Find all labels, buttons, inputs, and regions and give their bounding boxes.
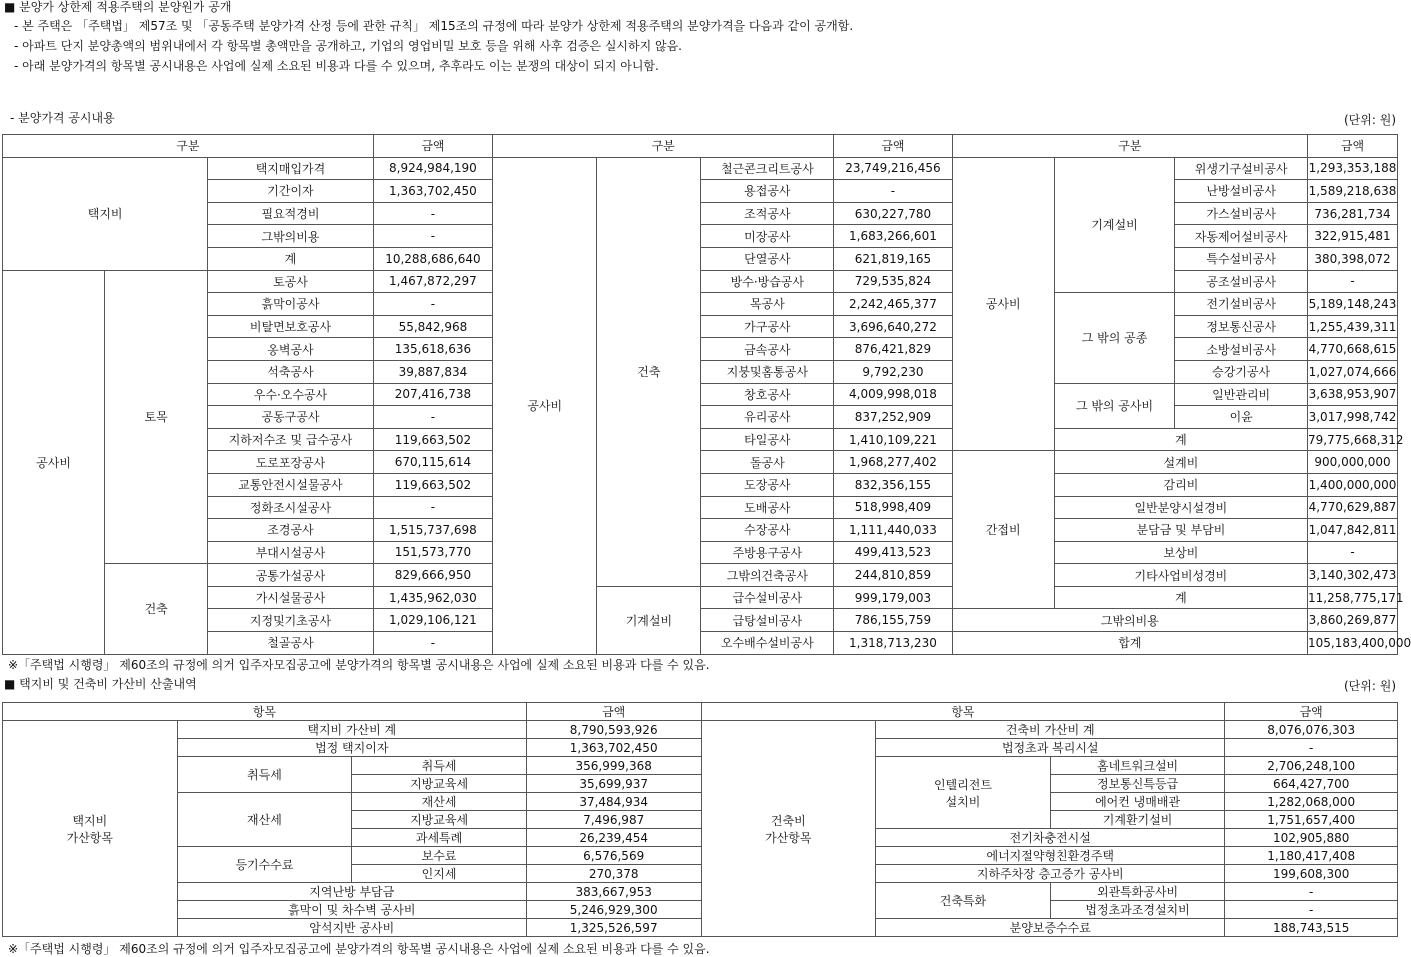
item-amount: 188,743,515 (1225, 919, 1398, 937)
item-amount: 23,749,216,456 (834, 157, 952, 180)
item-amount: - (373, 406, 492, 429)
item-amount: 518,998,409 (834, 496, 952, 519)
item-label: 목공사 (701, 293, 834, 316)
group-label-line: 가산항목 (66, 830, 113, 845)
item-amount: 900,000,000 (1308, 451, 1398, 474)
item-amount: - (373, 293, 492, 316)
item-label: 가시설물공사 (208, 586, 373, 609)
group-label: 간접비 (952, 451, 1054, 609)
page-title: ■ 분양가 상한제 적용주택의 분양원가 공개 (4, 0, 232, 14)
item-label: 감리비 (1054, 473, 1307, 496)
item-amount: 1,047,842,811 (1308, 519, 1398, 542)
group-label-line: 택지비 (72, 813, 108, 828)
item-label: 유리공사 (701, 406, 834, 429)
item-label: 교통안전시설물공사 (208, 473, 373, 496)
item-amount: 1,029,106,121 (373, 609, 492, 632)
item-amount: 3,638,953,907 (1308, 383, 1398, 406)
column-header: 금액 (1308, 135, 1398, 158)
item-amount: 1,111,440,033 (834, 519, 952, 542)
item-label: 법정 택지이자 (177, 739, 526, 757)
table-row (3, 901, 1398, 919)
item-amount: 829,666,950 (373, 564, 492, 587)
item-label: 소방설비공사 (1175, 338, 1308, 361)
item-label: 홈네트워크설비 (1050, 757, 1225, 775)
item-amount: 119,663,502 (373, 473, 492, 496)
item-amount: - (373, 202, 492, 225)
item-label: 승강기공사 (1175, 360, 1308, 383)
item-label: 보수료 (352, 847, 527, 865)
item-amount: 2,242,465,377 (834, 293, 952, 316)
item-amount: - (834, 180, 952, 203)
table-row (3, 383, 1398, 406)
item-amount: 876,421,829 (834, 338, 952, 361)
footnote-1: ※「주택법 시행령」 제60조의 규정에 의거 입주자모집공고에 분양가격의 항목별 공시내용은 사업에 실제 소요된 비용과 다를 수 있음. (8, 658, 710, 672)
item-amount: 270,378 (526, 865, 701, 883)
item-amount: 55,842,968 (373, 315, 492, 338)
item-amount: 4,770,629,887 (1308, 496, 1398, 519)
item-label: 정보통신특등급 (1050, 775, 1225, 793)
item-amount: 8,924,984,190 (373, 157, 492, 180)
column-header: 금액 (1225, 703, 1398, 721)
item-amount: 1,515,737,698 (373, 519, 492, 542)
item-label: 취득세 (352, 757, 527, 775)
table-row (3, 757, 1398, 775)
item-label: 기계환기설비 (1050, 811, 1225, 829)
item-label: 에너지절약형친환경주택 (876, 847, 1225, 865)
item-label: 오수배수설비공사 (701, 632, 834, 655)
item-label: 일반분양시설경비 (1054, 496, 1307, 519)
group-label: 공사비 (3, 270, 105, 654)
item-label: 흙막이공사 (208, 293, 373, 316)
item-amount: 2,706,248,100 (1225, 757, 1398, 775)
item-label: 지붕및홈통공사 (701, 360, 834, 383)
subgroup-label: 건축특화 (876, 883, 1051, 919)
item-label: 철근콘크리트공사 (701, 157, 834, 180)
item-amount: 664,427,700 (1225, 775, 1398, 793)
item-label: 에어컨 냉매배관 (1050, 793, 1225, 811)
note-2: - 아파트 단지 분양총액의 범위내에서 각 항목별 총액만을 공개하고, 기업의 영업비밀 보호 등을 위해 사후 검증은 실시하지 않음. (14, 39, 683, 53)
item-amount: 135,618,636 (373, 338, 492, 361)
item-amount: 8,790,593,926 (526, 721, 701, 739)
item-amount: 199,608,300 (1225, 865, 1398, 883)
subgroup-label: 재산세 (177, 793, 352, 847)
addition-cost-table (2, 702, 1398, 937)
table-row (3, 157, 1398, 180)
item-amount: 383,667,953 (526, 883, 701, 901)
table-row (3, 793, 1398, 811)
subgroup-label: 건축 (597, 157, 701, 586)
table-row (3, 270, 1398, 293)
item-amount: 499,413,523 (834, 541, 952, 564)
item-label: 자동제어설비공사 (1175, 225, 1308, 248)
item-label: 타일공사 (701, 428, 834, 451)
item-label: 과세특례 (352, 829, 527, 847)
table-row (3, 721, 1398, 739)
column-header: 항목 (701, 703, 1225, 721)
column-header: 구분 (952, 135, 1307, 158)
item-label: 급탕설비공사 (701, 609, 834, 632)
item-label: 필요적경비 (208, 202, 373, 225)
note-1: - 본 주택은 「주택법」 제57조 및 「공동주택 분양가격 산정 등에 관한 규칙」 제15조의 규정에 따라 분양가 상한제 적용주택의 분양가격을 다음과 같이 공개함. (14, 19, 854, 33)
item-amount: 3,140,302,473 (1308, 564, 1398, 587)
group-label: 공사비 (493, 157, 597, 654)
item-amount: 837,252,909 (834, 406, 952, 429)
item-amount: 151,573,770 (373, 541, 492, 564)
item-label: 용접공사 (701, 180, 834, 203)
item-amount: 1,467,872,297 (373, 270, 492, 293)
subtotal-amount: 79,775,668,312 (1308, 428, 1398, 451)
item-amount: 832,356,155 (834, 473, 952, 496)
item-label: 단열공사 (701, 247, 834, 270)
column-header: 항목 (3, 703, 527, 721)
item-amount: 1,751,657,400 (1225, 811, 1398, 829)
total-amount: 105,183,400,000 (1308, 632, 1398, 655)
group-label (701, 721, 876, 937)
item-amount: 37,484,934 (526, 793, 701, 811)
item-amount: 1,435,962,030 (373, 586, 492, 609)
table-row (3, 293, 1398, 316)
item-amount: - (1225, 901, 1398, 919)
item-amount: 11,258,775,171 (1308, 586, 1398, 609)
item-amount: 1,683,266,601 (834, 225, 952, 248)
unit-label-1: (단위: 원) (1344, 113, 1396, 127)
item-amount: - (1225, 739, 1398, 757)
item-amount: 729,535,824 (834, 270, 952, 293)
subgroup-label-line: 인텔리전트 (933, 777, 992, 792)
table-row (3, 315, 1398, 338)
note-3: - 아래 분양가격의 항목별 공시내용은 사업에 실제 소요된 비용과 다를 수 있으며, 추후라도 이는 분쟁의 대상이 되지 아니함. (14, 59, 659, 73)
item-label: 비탈면보호공사 (208, 315, 373, 338)
item-amount: 1,282,068,000 (1225, 793, 1398, 811)
item-label: 정화조시설공사 (208, 496, 373, 519)
item-label: 가스설비공사 (1175, 202, 1308, 225)
item-label: 일반관리비 (1175, 383, 1308, 406)
item-amount: - (1308, 270, 1398, 293)
table-row (3, 519, 1398, 542)
table-row (3, 202, 1398, 225)
item-label: 기간이자 (208, 180, 373, 203)
item-label: 도장공사 (701, 473, 834, 496)
section-title-1: - 분양가격 공시내용 (10, 111, 115, 125)
item-amount: 1,363,702,450 (373, 180, 492, 203)
item-amount: 119,663,502 (373, 428, 492, 451)
table-row (3, 360, 1398, 383)
item-label: 위생기구설비공사 (1175, 157, 1308, 180)
table-row (3, 247, 1398, 270)
item-amount: 102,905,880 (1225, 829, 1398, 847)
item-label: 방수·방습공사 (701, 270, 834, 293)
column-header: 금액 (526, 703, 701, 721)
item-amount: 356,999,368 (526, 757, 701, 775)
table-header-row (3, 135, 1398, 158)
item-label: 법정초과 복리시설 (876, 739, 1225, 757)
item-label: 도배공사 (701, 496, 834, 519)
table-row (3, 739, 1398, 757)
item-label: 난방설비공사 (1175, 180, 1308, 203)
item-amount: 1,968,277,402 (834, 451, 952, 474)
item-label: 재산세 (352, 793, 527, 811)
item-label: 지방교육세 (352, 811, 527, 829)
item-amount: 4,009,998,018 (834, 383, 952, 406)
item-label: 보상비 (1054, 541, 1307, 564)
column-header: 금액 (373, 135, 492, 158)
table-row (3, 586, 1398, 609)
group-label: 공사비 (952, 157, 1054, 451)
table-row (3, 632, 1398, 655)
group-label-line: 건축비 (770, 813, 806, 828)
item-label: 철골공사 (208, 632, 373, 655)
item-amount: 35,699,937 (526, 775, 701, 793)
item-label: 우수·오수공사 (208, 383, 373, 406)
item-amount: 322,915,481 (1308, 225, 1398, 248)
item-amount: 3,017,998,742 (1308, 406, 1398, 429)
item-amount: 7,496,987 (526, 811, 701, 829)
item-amount: 736,281,734 (1308, 202, 1398, 225)
item-amount: 1,318,713,230 (834, 632, 952, 655)
item-label: 정보통신공사 (1175, 315, 1308, 338)
item-amount: 10,288,686,640 (373, 247, 492, 270)
item-amount: 670,115,614 (373, 451, 492, 474)
table-row (3, 338, 1398, 361)
item-label: 옹벽공사 (208, 338, 373, 361)
subgroup-label-line: 설치비 (945, 794, 981, 809)
item-label: 특수설비공사 (1175, 247, 1308, 270)
item-label: 인지세 (352, 865, 527, 883)
item-label: 부대시설공사 (208, 541, 373, 564)
item-amount: 1,363,702,450 (526, 739, 701, 757)
subgroup-label: 취득세 (177, 757, 352, 793)
item-label: 외관특화공사비 (1050, 883, 1225, 901)
item-amount: 4,770,668,615 (1308, 338, 1398, 361)
item-label: 가구공사 (701, 315, 834, 338)
item-label: 지역난방 부담금 (177, 883, 526, 901)
subgroup-label: 건축 (105, 564, 208, 654)
subgroup-label: 기계설비 (597, 586, 701, 654)
item-label: 흙막이 및 차수벽 공사비 (177, 901, 526, 919)
column-header: 구분 (3, 135, 374, 158)
item-amount: 6,576,569 (526, 847, 701, 865)
item-amount: 3,696,640,272 (834, 315, 952, 338)
item-amount: 1,255,439,311 (1308, 315, 1398, 338)
item-label: 건축비 가산비 계 (876, 721, 1225, 739)
table-row (3, 451, 1398, 474)
item-label: 전기설비공사 (1175, 293, 1308, 316)
table-row (3, 883, 1398, 901)
subgroup-label (876, 757, 1051, 829)
item-label: 지방교육세 (352, 775, 527, 793)
item-amount: 1,027,074,666 (1308, 360, 1398, 383)
item-label: 조적공사 (701, 202, 834, 225)
group-label-line: 가산항목 (765, 830, 812, 845)
section-title-2: ■ 택지비 및 건축비 가산비 산출내역 (4, 677, 197, 691)
item-label: 전기차충전시설 (876, 829, 1225, 847)
item-label: 공조설비공사 (1175, 270, 1308, 293)
table-row (3, 919, 1398, 937)
item-label: 암석지반 공사비 (177, 919, 526, 937)
item-amount: 207,416,738 (373, 383, 492, 406)
item-amount: 5,246,929,300 (526, 901, 701, 919)
item-label: 계 (208, 247, 373, 270)
item-amount: 1,180,417,408 (1225, 847, 1398, 865)
item-label: 석축공사 (208, 360, 373, 383)
item-label: 지정및기초공사 (208, 609, 373, 632)
group-label (3, 721, 178, 937)
item-amount: 3,860,269,877 (1308, 609, 1398, 632)
table-row (3, 496, 1398, 519)
item-amount: - (373, 225, 492, 248)
item-amount: - (373, 496, 492, 519)
item-amount: - (1308, 541, 1398, 564)
item-amount: 1,589,218,638 (1308, 180, 1398, 203)
item-label: 이윤 (1175, 406, 1308, 429)
item-label: 택지비 가산비 계 (177, 721, 526, 739)
item-label: 그밖의비용 (208, 225, 373, 248)
item-label: 그밖의비용 (952, 609, 1307, 632)
item-label: 분양보증수수료 (876, 919, 1225, 937)
table-row (3, 609, 1398, 632)
item-amount: 5,189,148,243 (1308, 293, 1398, 316)
subgroup-label: 그 밖의 공사비 (1054, 383, 1175, 428)
table-row (3, 225, 1398, 248)
item-amount: 621,819,165 (834, 247, 952, 270)
item-label: 지하주차장 층고증가 공사비 (876, 865, 1225, 883)
item-amount: - (373, 632, 492, 655)
item-label: 도로포장공사 (208, 451, 373, 474)
item-label: 주방용구공사 (701, 541, 834, 564)
item-label: 설계비 (1054, 451, 1307, 474)
item-amount: 786,155,759 (834, 609, 952, 632)
item-label: 창호공사 (701, 383, 834, 406)
item-amount: 1,400,000,000 (1308, 473, 1398, 496)
item-label: 분담금 및 부담비 (1054, 519, 1307, 542)
item-label: 계 (1054, 586, 1307, 609)
footnote-2: ※「주택법 시행령」 제60조의 규정에 의거 입주자모집공고에 분양가격의 항목별 공시내용은 사업에 실제 소요된 비용과 다를 수 있음. (8, 942, 710, 956)
group-label: 택지비 (3, 157, 208, 270)
item-label: 돌공사 (701, 451, 834, 474)
item-amount: 999,179,003 (834, 586, 952, 609)
table-row (3, 847, 1398, 865)
item-label: 지하저수조 및 급수공사 (208, 428, 373, 451)
item-label: 조경공사 (208, 519, 373, 542)
column-header: 구분 (493, 135, 834, 158)
item-label: 공통가설공사 (208, 564, 373, 587)
item-amount: 1,410,109,221 (834, 428, 952, 451)
table-row (3, 180, 1398, 203)
table-header-row (3, 703, 1398, 721)
item-label: 급수설비공사 (701, 586, 834, 609)
table-row (3, 541, 1398, 564)
item-label: 그밖의건축공사 (701, 564, 834, 587)
item-label: 수장공사 (701, 519, 834, 542)
item-amount: 8,076,076,303 (1225, 721, 1398, 739)
column-header: 금액 (834, 135, 952, 158)
subgroup-label: 그 밖의 공종 (1054, 293, 1175, 383)
item-label: 미장공사 (701, 225, 834, 248)
item-label: 토공사 (208, 270, 373, 293)
subtotal-label: 계 (1054, 428, 1307, 451)
item-amount: 39,887,834 (373, 360, 492, 383)
item-label: 기타사업비성경비 (1054, 564, 1307, 587)
item-amount: 630,227,780 (834, 202, 952, 225)
item-label: 공동구공사 (208, 406, 373, 429)
item-amount: 1,325,526,597 (526, 919, 701, 937)
item-amount: - (1225, 883, 1398, 901)
item-amount: 9,792,230 (834, 360, 952, 383)
item-label: 금속공사 (701, 338, 834, 361)
price-disclosure-table (2, 134, 1411, 655)
unit-label-2: (단위: 원) (1344, 679, 1396, 693)
item-label: 법정초과조경설치비 (1050, 901, 1225, 919)
table-row (3, 428, 1398, 451)
total-label: 합계 (952, 632, 1307, 655)
item-amount: 26,239,454 (526, 829, 701, 847)
table-row (3, 406, 1398, 429)
subgroup-label: 기계설비 (1054, 157, 1175, 293)
item-label: 택지매입가격 (208, 157, 373, 180)
subgroup-label: 등기수수료 (177, 847, 352, 883)
item-amount: 1,293,353,188 (1308, 157, 1398, 180)
item-amount: 380,398,072 (1308, 247, 1398, 270)
subgroup-label: 토목 (105, 270, 208, 564)
table-row (3, 564, 1398, 587)
table-row (3, 473, 1398, 496)
item-amount: 244,810,859 (834, 564, 952, 587)
